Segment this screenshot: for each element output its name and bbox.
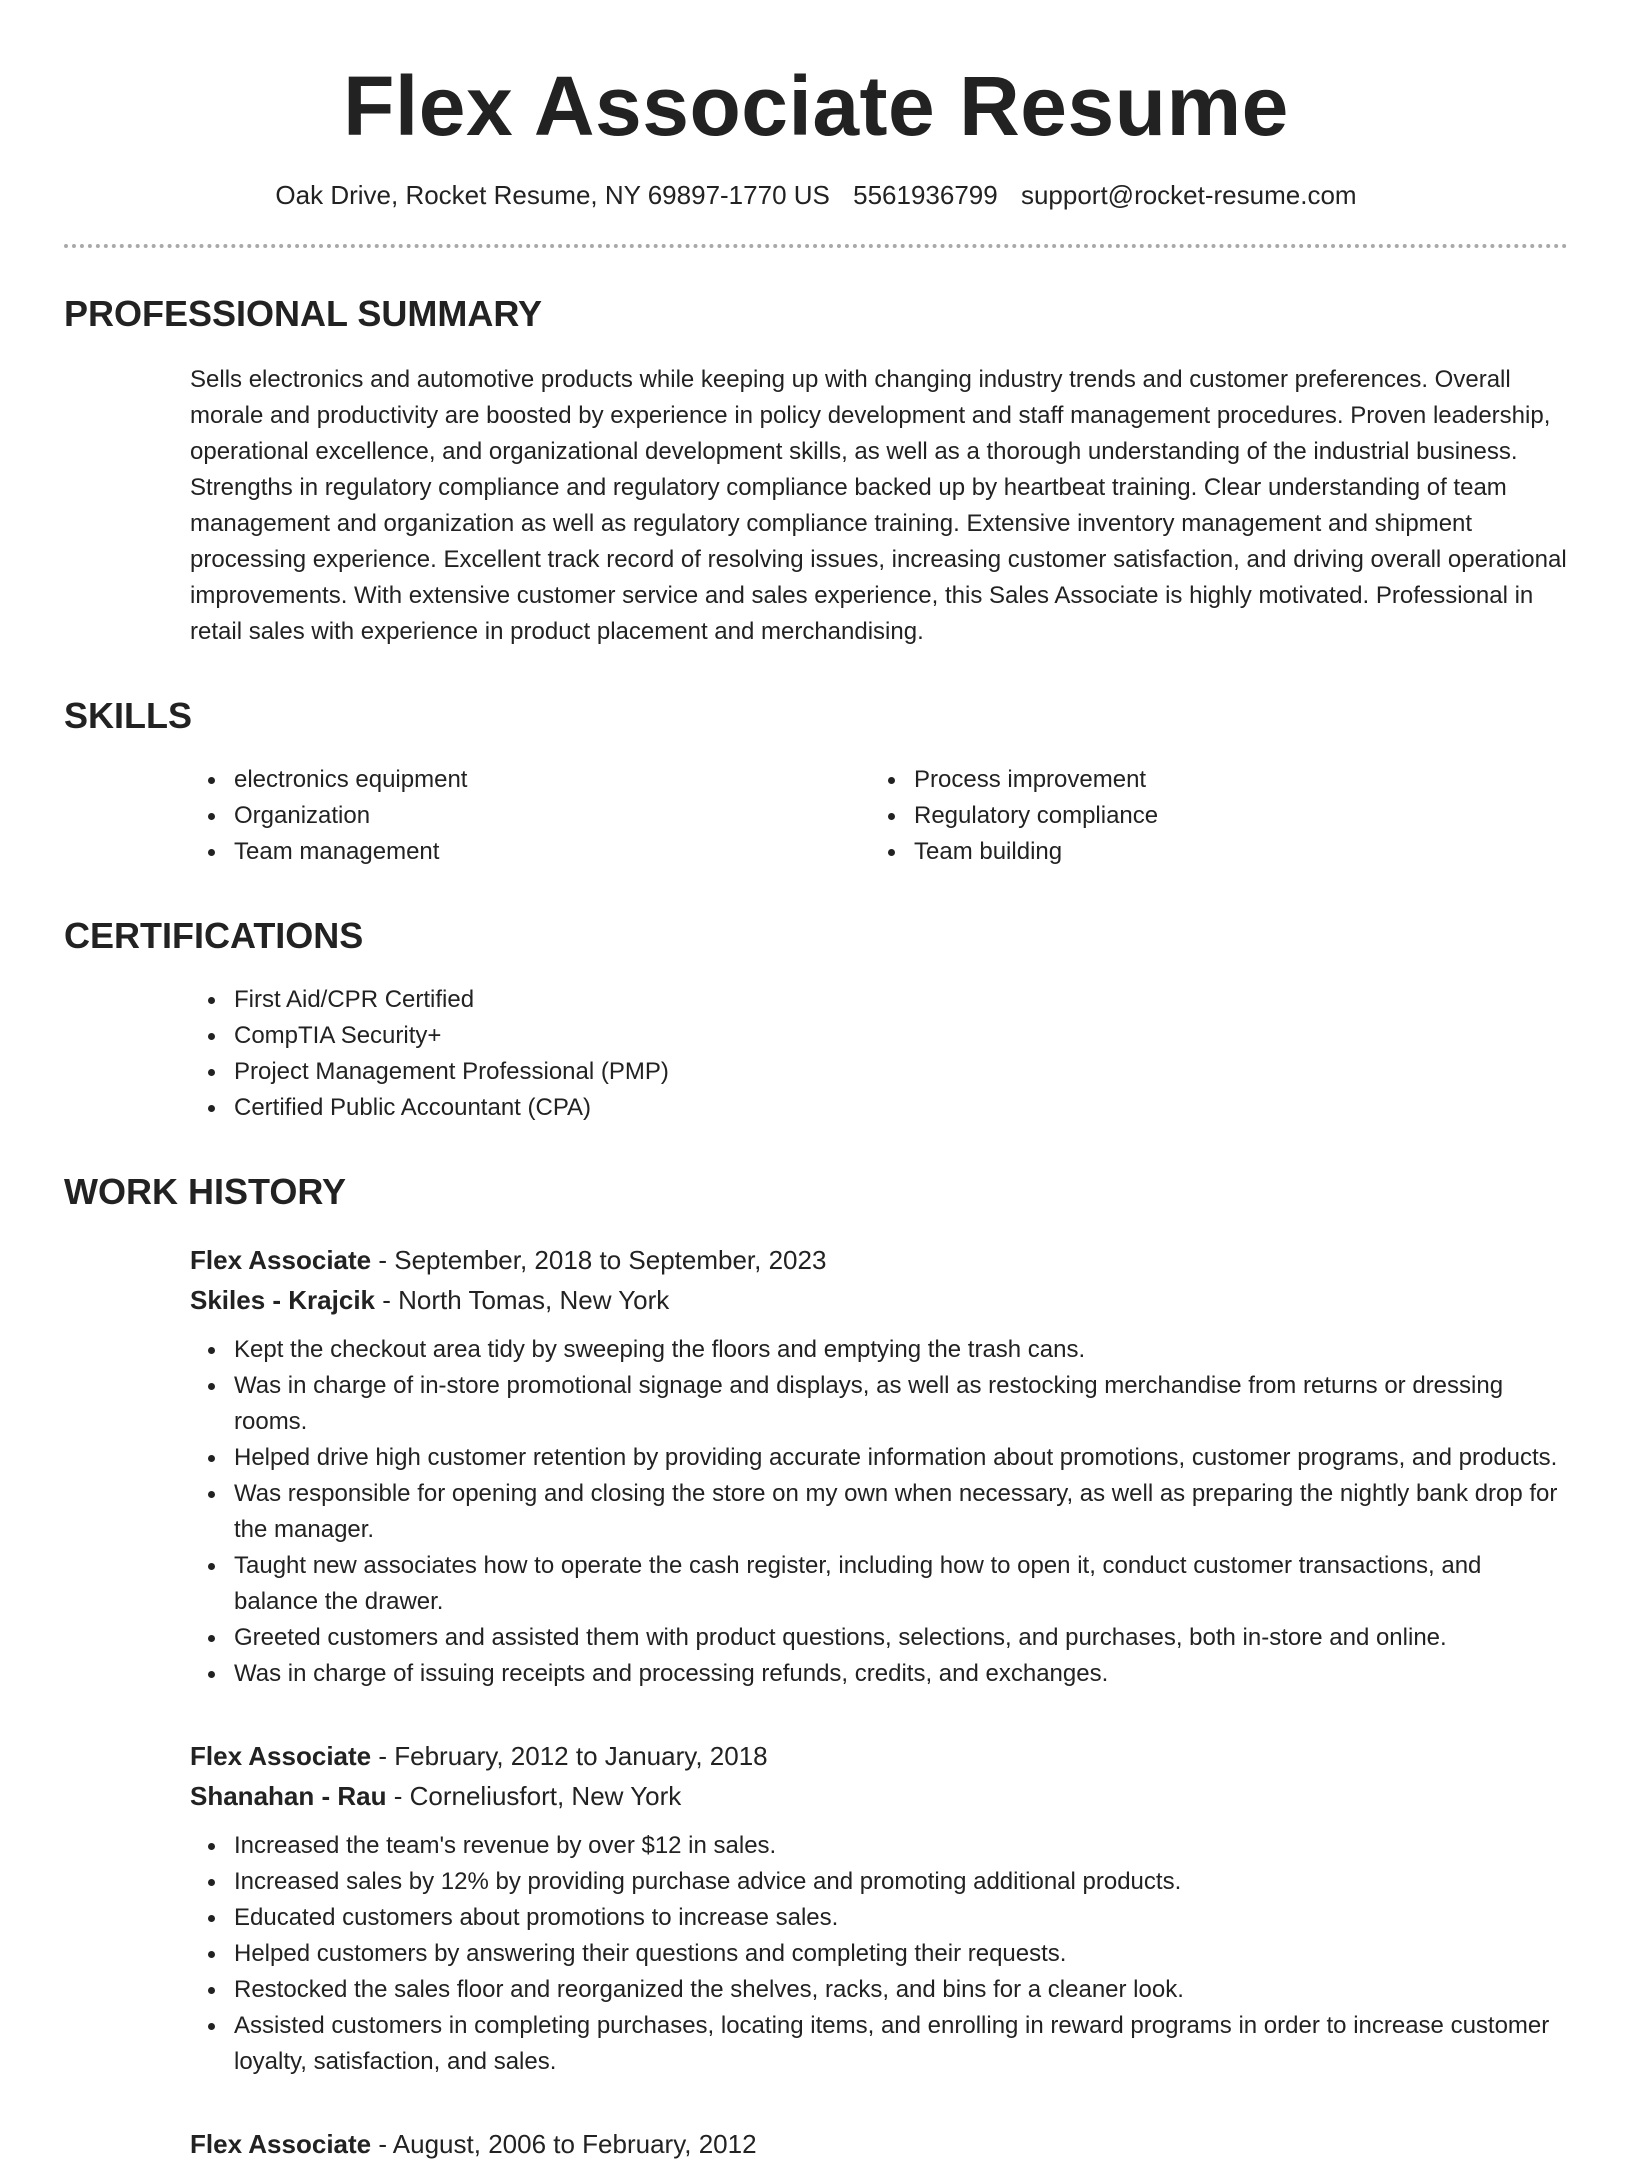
skills-heading: SKILLS bbox=[64, 695, 193, 736]
skill-item: Team management bbox=[234, 834, 744, 870]
work-history-heading: WORK HISTORY bbox=[64, 1171, 347, 1212]
job-bullets bbox=[64, 1828, 1568, 2080]
certification-item: CompTIA Security+ bbox=[234, 1018, 1568, 1054]
job-dates: - August, 2006 to February, 2012 bbox=[371, 2129, 757, 2159]
job-company: Shanahan - Rau bbox=[190, 1781, 387, 1811]
skills-grid bbox=[64, 762, 1568, 870]
skills-section bbox=[64, 694, 1568, 870]
job-title-line bbox=[64, 1240, 1568, 1280]
resume-title: Flex Associate Resume bbox=[343, 59, 1289, 153]
contact-phone: 5561936799 bbox=[853, 180, 998, 210]
job-bullet: Was in charge of issuing receipts and processing refunds, credits, and exchanges. bbox=[234, 1656, 1568, 1692]
contact-line bbox=[64, 178, 1568, 212]
job-company-line bbox=[64, 1280, 1568, 1320]
job-bullet: Greeted customers and assisted them with product questions, selections, and purchases, both in-store and online. bbox=[234, 1620, 1568, 1656]
summary-heading: PROFESSIONAL SUMMARY bbox=[64, 293, 543, 334]
job-title: Flex Associate bbox=[190, 1741, 372, 1771]
skill-item: electronics equipment bbox=[234, 762, 744, 798]
certifications-list bbox=[64, 982, 1568, 1126]
job-bullets bbox=[64, 1332, 1568, 1692]
job-entry bbox=[64, 1240, 1568, 1692]
certification-item: First Aid/CPR Certified bbox=[234, 982, 1568, 1018]
certifications-section bbox=[64, 914, 1568, 1126]
skills-list-right bbox=[744, 762, 1454, 870]
summary-text: Sells electronics and automotive products while keeping up with changing industry trends and customer preferences. Overall morale and productivity are boosted by experience in policy development and staff management procedures. Proven leadership, operational excellence, and organizational development skills, as well as a thorough understanding of the industrial business. Strengths in regulatory compliance and regulatory compliance backed up by heartbeat training. Clear understanding of team management and organization as well as regulatory compliance training. Extensive inventory management and shipment processing experience. Excellent track record of resolving issues, increasing customer satisfaction, and driving overall operational improvements. With extensive customer service and sales experience, this Sales Associate is highly motivated. Professional in retail sales with experience in product placement and merchandising. bbox=[190, 366, 1567, 645]
work-history-section bbox=[64, 1170, 1568, 2164]
job-company-line bbox=[64, 1776, 1568, 1816]
certification-item: Certified Public Accountant (CPA) bbox=[234, 1090, 1568, 1126]
skill-item: Organization bbox=[234, 798, 744, 834]
job-company: Skiles - Krajcik bbox=[190, 1285, 375, 1315]
job-title-line bbox=[64, 1736, 1568, 1776]
summary-section bbox=[64, 292, 1568, 650]
skill-item: Process improvement bbox=[914, 762, 1454, 798]
job-bullet: Restocked the sales floor and reorganized the shelves, racks, and bins for a cleaner look. bbox=[234, 1972, 1568, 2008]
skills-list-left bbox=[64, 762, 744, 870]
skill-item: Team building bbox=[914, 834, 1454, 870]
header-divider bbox=[64, 244, 1568, 248]
job-bullet: Helped drive high customer retention by providing accurate information about promotions, customer programs, and products. bbox=[234, 1440, 1568, 1476]
certification-item: Project Management Professional (PMP) bbox=[234, 1054, 1568, 1090]
job-bullet: Taught new associates how to operate the cash register, including how to open it, conduct customer transactions, and balance the drawer. bbox=[234, 1548, 1568, 1620]
job-bullet: Was in charge of in-store promotional signage and displays, as well as restocking merchandise from returns or dressing rooms. bbox=[234, 1368, 1568, 1440]
job-title: Flex Associate bbox=[190, 1245, 372, 1275]
job-title-line bbox=[64, 2124, 1568, 2164]
skill-item: Regulatory compliance bbox=[914, 798, 1454, 834]
job-bullet: Increased sales by 12% by providing purchase advice and promoting additional products. bbox=[234, 1864, 1568, 1900]
job-bullet: Assisted customers in completing purchases, locating items, and enrolling in reward programs in order to increase customer loyalty, satisfaction, and sales. bbox=[234, 2008, 1568, 2080]
job-entry bbox=[64, 1736, 1568, 2080]
job-bullet: Increased the team's revenue by over $12 in sales. bbox=[234, 1828, 1568, 1864]
contact-address: Oak Drive, Rocket Resume, NY 69897-1770 US bbox=[275, 180, 830, 210]
job-bullet: Kept the checkout area tidy by sweeping the floors and emptying the trash cans. bbox=[234, 1332, 1568, 1368]
job-entry bbox=[64, 2124, 1568, 2164]
job-location: - Corneliusfort, New York bbox=[386, 1781, 682, 1811]
job-title: Flex Associate bbox=[190, 2129, 372, 2159]
job-location: - North Tomas, New York bbox=[375, 1285, 670, 1315]
job-bullet: Was responsible for opening and closing the store on my own when necessary, as well as preparing the nightly bank drop for the manager. bbox=[234, 1476, 1568, 1548]
job-bullet: Helped customers by answering their questions and completing their requests. bbox=[234, 1936, 1568, 1972]
certifications-heading: CERTIFICATIONS bbox=[64, 915, 364, 956]
contact-email: support@rocket-resume.com bbox=[1020, 180, 1357, 210]
job-bullet: Educated customers about promotions to increase sales. bbox=[234, 1900, 1568, 1936]
job-dates: - September, 2018 to September, 2023 bbox=[371, 1245, 827, 1275]
job-dates: - February, 2012 to January, 2018 bbox=[371, 1741, 768, 1771]
